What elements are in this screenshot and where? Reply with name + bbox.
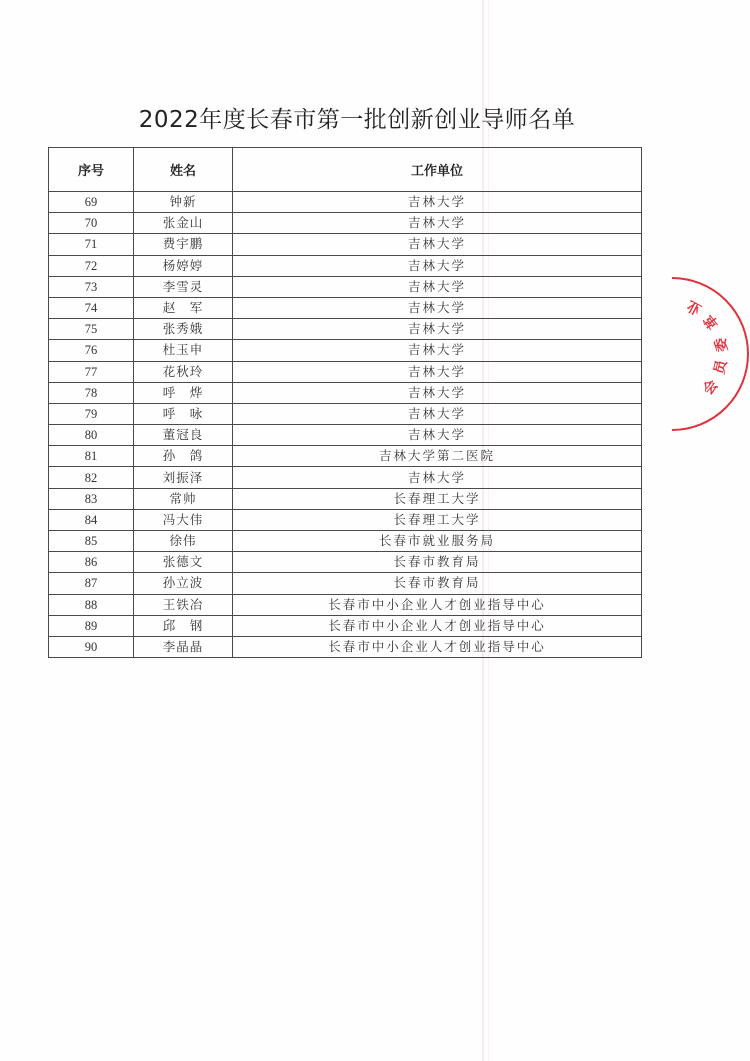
cell-serial-number: 87 xyxy=(49,573,134,594)
table-row xyxy=(49,403,642,424)
cell-work-unit: 长春市中小企业人才创业指导中心 xyxy=(233,615,642,636)
table-row xyxy=(49,425,642,446)
cell-work-unit: 长春市教育局 xyxy=(233,573,642,594)
cell-work-unit: 吉林大学 xyxy=(233,361,642,382)
cell-name: 孙立波 xyxy=(134,573,233,594)
cell-work-unit: 吉林大学 xyxy=(233,403,642,424)
cell-name: 钟新 xyxy=(134,192,233,213)
table-row xyxy=(49,594,642,615)
cell-name: 冯大伟 xyxy=(134,509,233,530)
seal-char: 革 xyxy=(701,310,723,332)
table-row xyxy=(49,382,642,403)
cell-serial-number: 70 xyxy=(49,213,134,234)
cell-work-unit: 吉林大学 xyxy=(233,467,642,488)
header-name: 姓名 xyxy=(134,148,233,192)
table-row xyxy=(49,361,642,382)
cell-name: 李晶晶 xyxy=(134,636,233,657)
cell-name: 张金山 xyxy=(134,213,233,234)
seal-char: 委 xyxy=(713,336,732,354)
cell-work-unit: 吉林大学 xyxy=(233,192,642,213)
table-row xyxy=(49,319,642,340)
cell-work-unit: 吉林大学 xyxy=(233,234,642,255)
page-title: 2022年度长春市第一批创新创业导师名单 xyxy=(138,107,576,133)
cell-serial-number: 82 xyxy=(49,467,134,488)
table-row xyxy=(49,276,642,297)
cell-name: 徐伟 xyxy=(134,531,233,552)
cell-work-unit: 吉林大学 xyxy=(233,382,642,403)
cell-name: 张秀娥 xyxy=(134,319,233,340)
cell-serial-number: 78 xyxy=(49,382,134,403)
cell-work-unit: 吉林大学 xyxy=(233,340,642,361)
table-row xyxy=(49,213,642,234)
cell-name: 呼 烨 xyxy=(134,382,233,403)
seal-char: 业 xyxy=(684,296,705,318)
cell-name: 费宇鹏 xyxy=(134,234,233,255)
header-serial-number: 序号 xyxy=(49,148,134,192)
cell-name: 孙 鸽 xyxy=(134,446,233,467)
cell-name: 赵 军 xyxy=(134,297,233,318)
table-row xyxy=(49,573,642,594)
cell-work-unit: 吉林大学 xyxy=(233,425,642,446)
cell-work-unit: 长春市就业服务局 xyxy=(233,531,642,552)
seal-char: 员 xyxy=(711,358,731,376)
cell-work-unit: 吉林大学 xyxy=(233,276,642,297)
seal-char: 会 xyxy=(699,377,722,399)
cell-work-unit: 吉林大学 xyxy=(233,255,642,276)
cell-work-unit: 吉林大学 xyxy=(233,213,642,234)
table-row xyxy=(49,552,642,573)
cell-work-unit: 吉林大学 xyxy=(233,319,642,340)
cell-serial-number: 72 xyxy=(49,255,134,276)
cell-name: 董冠良 xyxy=(134,425,233,446)
cell-serial-number: 86 xyxy=(49,552,134,573)
table-row xyxy=(49,636,642,657)
cell-work-unit: 长春市教育局 xyxy=(233,552,642,573)
table-row xyxy=(49,234,642,255)
cell-serial-number: 69 xyxy=(49,192,134,213)
table-row xyxy=(49,340,642,361)
mentor-roster-table xyxy=(48,147,642,658)
table-row xyxy=(49,255,642,276)
cell-serial-number: 90 xyxy=(49,636,134,657)
cell-serial-number: 81 xyxy=(49,446,134,467)
table-row xyxy=(49,446,642,467)
cell-serial-number: 73 xyxy=(49,276,134,297)
cell-work-unit: 吉林大学 xyxy=(233,297,642,318)
cell-name: 花秋玲 xyxy=(134,361,233,382)
cell-name: 李雪灵 xyxy=(134,276,233,297)
cell-name: 张德文 xyxy=(134,552,233,573)
cell-serial-number: 85 xyxy=(49,531,134,552)
cell-serial-number: 71 xyxy=(49,234,134,255)
table-row xyxy=(49,509,642,530)
cell-name: 王铁冶 xyxy=(134,594,233,615)
cell-serial-number: 84 xyxy=(49,509,134,530)
table-row xyxy=(49,488,642,509)
cell-serial-number: 76 xyxy=(49,340,134,361)
cell-serial-number: 75 xyxy=(49,319,134,340)
cell-work-unit: 长春市中小企业人才创业指导中心 xyxy=(233,594,642,615)
header-work-unit: 工作单位 xyxy=(233,148,642,192)
table-row xyxy=(49,467,642,488)
cell-serial-number: 83 xyxy=(49,488,134,509)
table-row xyxy=(49,297,642,318)
table-body xyxy=(49,192,642,658)
cell-name: 呼 咏 xyxy=(134,403,233,424)
cell-name: 刘振泽 xyxy=(134,467,233,488)
table-header-row xyxy=(49,148,642,192)
cell-serial-number: 80 xyxy=(49,425,134,446)
table-row xyxy=(49,531,642,552)
table-row xyxy=(49,192,642,213)
cell-name: 杜玉申 xyxy=(134,340,233,361)
cell-serial-number: 88 xyxy=(49,594,134,615)
cell-name: 邱 钢 xyxy=(134,615,233,636)
cell-serial-number: 79 xyxy=(49,403,134,424)
cell-serial-number: 74 xyxy=(49,297,134,318)
cell-serial-number: 77 xyxy=(49,361,134,382)
cell-work-unit: 长春市中小企业人才创业指导中心 xyxy=(233,636,642,657)
cell-name: 常帅 xyxy=(134,488,233,509)
cell-work-unit: 长春理工大学 xyxy=(233,488,642,509)
table-row xyxy=(49,615,642,636)
cell-name: 杨婷婷 xyxy=(134,255,233,276)
cell-work-unit: 长春理工大学 xyxy=(233,509,642,530)
cell-serial-number: 89 xyxy=(49,615,134,636)
cell-work-unit: 吉林大学第二医院 xyxy=(233,446,642,467)
